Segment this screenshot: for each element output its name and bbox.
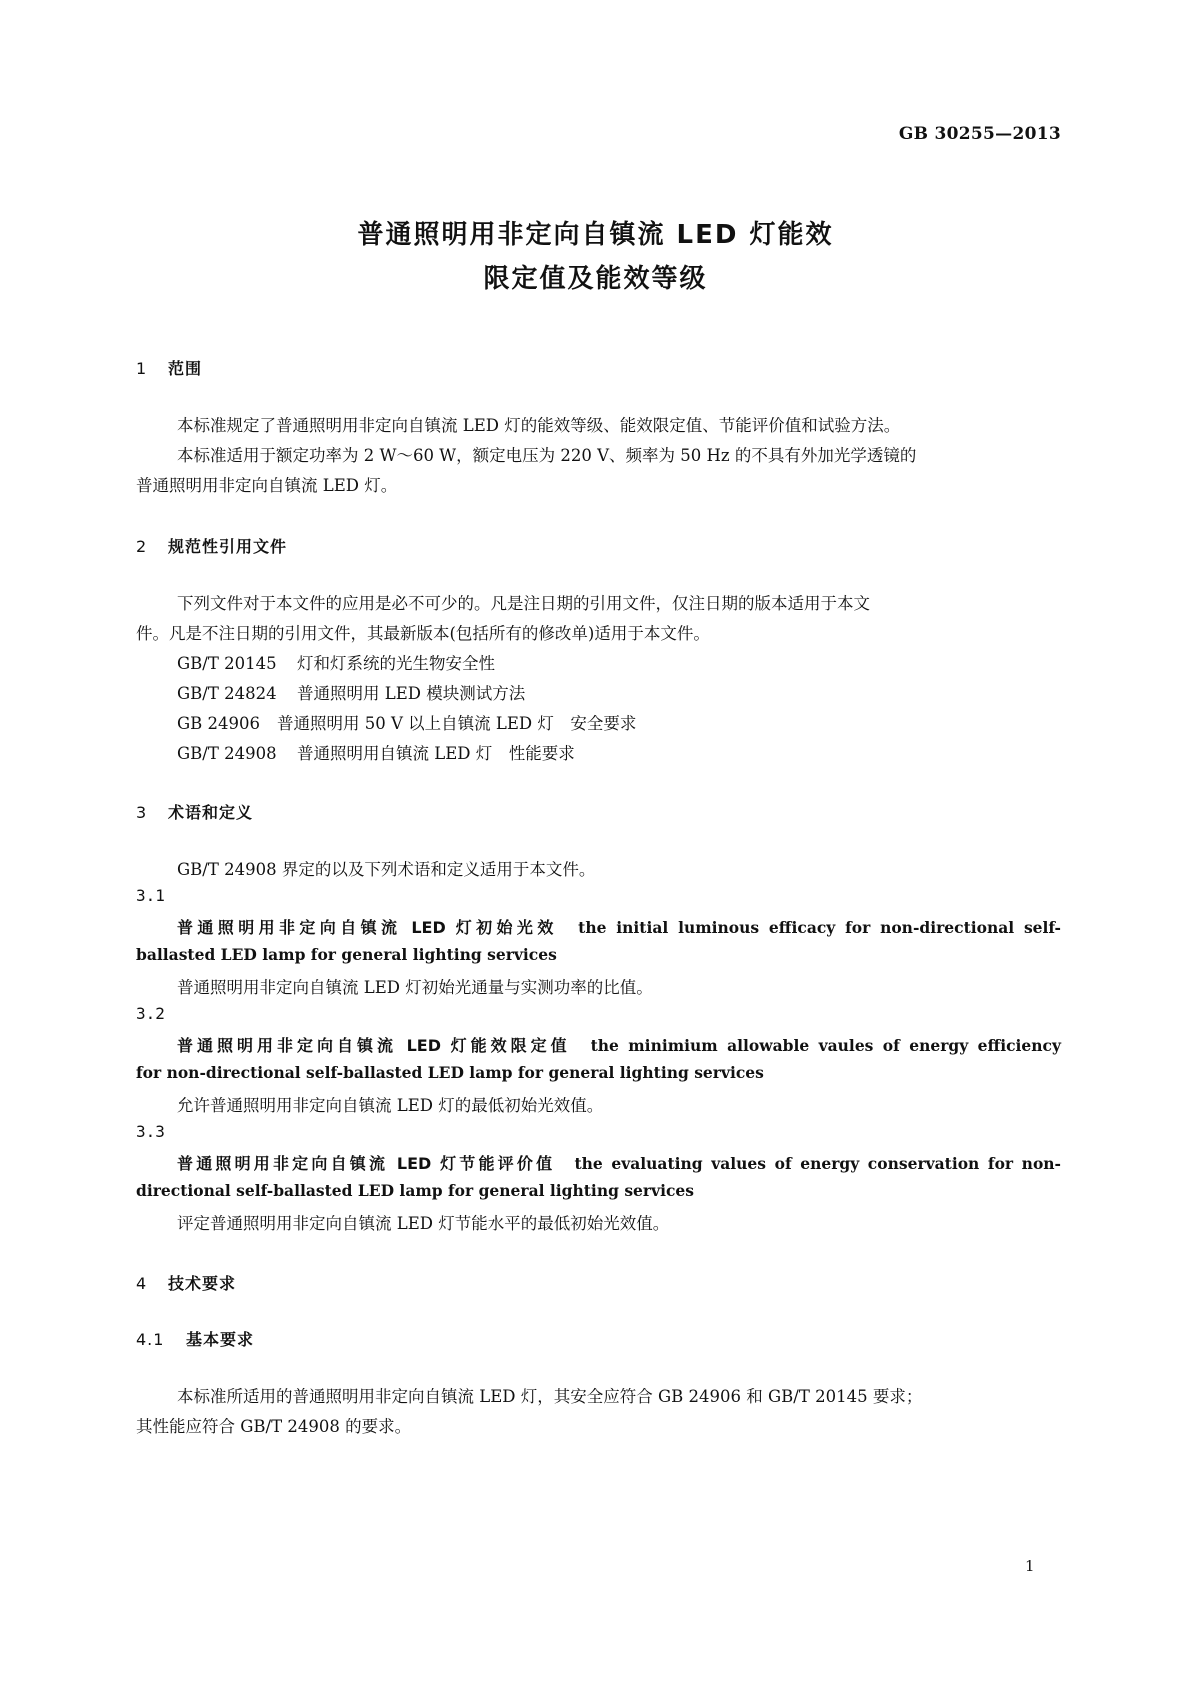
- page-number: 1: [1025, 1557, 1035, 1575]
- section-1-paragraph-2b: 普通照明用非定向自镇流 LED 灯。: [136, 476, 398, 495]
- term-title-line2: directional self-ballasted LED lamp for general lighting services: [136, 1181, 694, 1200]
- term-title-line2: ballasted LED lamp for general lighting services: [136, 945, 557, 964]
- section-4-heading: 4 技术要求: [136, 1274, 237, 1293]
- section-1-paragraph-1: 本标准规定了普通照明用非定向自镇流 LED 灯的能效等级、能效限定值、节能评价值和试验方法。: [177, 416, 901, 435]
- section-1-heading: 1 范围: [136, 359, 203, 378]
- subsection-4-1-heading: 4.1 基本要求: [136, 1330, 255, 1349]
- term-title-line2: for non-directional self-ballasted LED lamp for general lighting services: [136, 1063, 764, 1082]
- term-title-line1: 普通照明用非定向自镇流 LED 灯能效限定值 the minimium allowable vaules of energy efficiency: [177, 1036, 1061, 1055]
- section-2-paragraph-1b: 件。凡是不注日期的引用文件，其最新版本(包括所有的修改单)适用于本文件。: [136, 624, 710, 643]
- reference-item: GB/T 24824 普通照明用 LED 模块测试方法: [177, 684, 526, 703]
- section-2-paragraph-1a: 下列文件对于本文件的应用是必不可少的。凡是注日期的引用文件，仅注日期的版本适用于本文: [177, 594, 870, 613]
- section-3-heading: 3 术语和定义: [136, 803, 254, 822]
- term-number: 3.3: [136, 1122, 165, 1141]
- term-number: 3.2: [136, 1004, 165, 1023]
- term-title-line1: 普通照明用非定向自镇流 LED 灯节能评价值 the evaluating values of energy conservation for non-: [177, 1154, 1061, 1173]
- reference-item: GB 24906 普通照明用 50 V 以上自镇流 LED 灯 安全要求: [177, 714, 637, 733]
- section-4-paragraph-1b: 其性能应符合 GB/T 24908 的要求。: [136, 1417, 412, 1436]
- term-title-line1: 普通照明用非定向自镇流 LED 灯初始光效 the initial luminous efficacy for non-directional self-: [177, 918, 1061, 937]
- term-definition: 评定普通照明用非定向自镇流 LED 灯节能水平的最低初始光效值。: [177, 1214, 670, 1233]
- term-number: 3.1: [136, 886, 165, 905]
- document-title-line2: 限定值及能效等级: [483, 264, 708, 294]
- standard-number-header: GB 30255—2013: [898, 124, 1061, 144]
- term-definition: 普通照明用非定向自镇流 LED 灯初始光通量与实测功率的比值。: [177, 978, 653, 997]
- term-definition: 允许普通照明用非定向自镇流 LED 灯的最低初始光效值。: [177, 1096, 604, 1115]
- section-4-paragraph-1a: 本标准所适用的普通照明用非定向自镇流 LED 灯，其安全应符合 GB 24906 和 GB/T 20145 要求；: [177, 1387, 923, 1406]
- section-2-heading: 2 规范性引用文件: [136, 537, 288, 556]
- section-3-intro: GB/T 24908 界定的以及下列术语和定义适用于本文件。: [177, 860, 596, 879]
- section-1-paragraph-2a: 本标准适用于额定功率为 2 W～60 W，额定电压为 220 V、频率为 50 Hz 的不具有外加光学透镜的: [177, 446, 917, 465]
- reference-item: GB/T 24908 普通照明用自镇流 LED 灯 性能要求: [177, 744, 575, 763]
- reference-item: GB/T 20145 灯和灯系统的光生物安全性: [177, 654, 495, 673]
- document-title-line1: 普通照明用非定向自镇流 LED 灯能效: [357, 220, 834, 250]
